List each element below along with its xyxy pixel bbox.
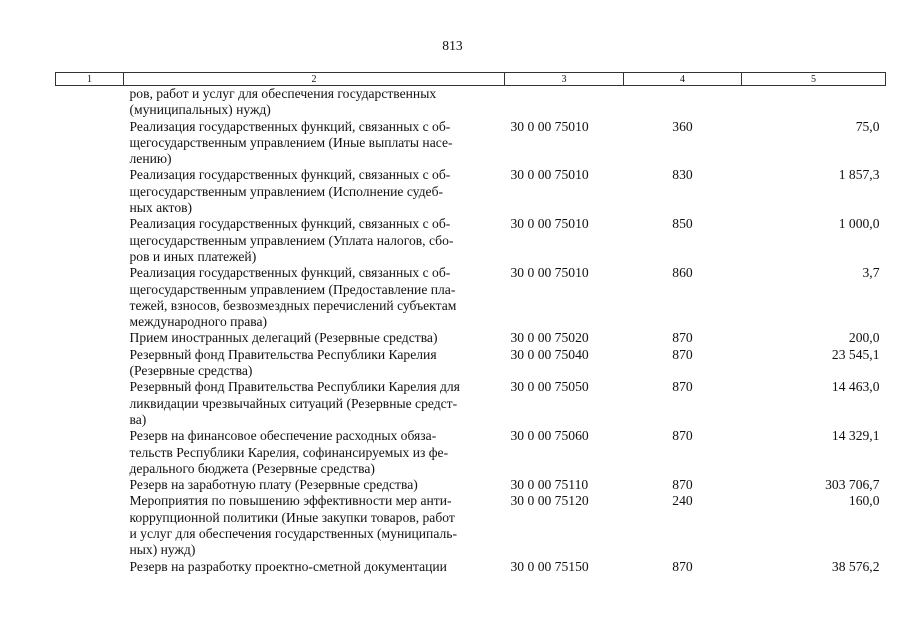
column-header-1: 1 — [56, 73, 124, 86]
expense-type-cell: 360 — [672, 118, 693, 134]
description-cell — [124, 216, 505, 265]
table-row — [56, 379, 886, 428]
expense-type-cell: 870 — [672, 330, 693, 346]
expense-type-cell: 860 — [672, 265, 693, 281]
description-line: Резерв на финансовое обеспечение расходных обяза- — [129, 428, 437, 444]
description-cell — [124, 379, 505, 428]
row-number-cell — [56, 330, 124, 346]
table-row — [56, 347, 886, 380]
description-cell — [124, 493, 505, 558]
target-code-cell: 30 0 00 75050 — [510, 379, 589, 395]
amount-cell: 1 857,3 — [838, 167, 880, 183]
description-line: ных актов) — [129, 200, 193, 216]
description-line: Реализация государственных функций, связанных с об- — [129, 216, 451, 232]
row-number-cell — [56, 86, 124, 119]
description-line: ных) нужд) — [129, 542, 196, 558]
amount-cell: 14 463,0 — [831, 379, 880, 395]
target-code-cell: 30 0 00 75150 — [510, 558, 589, 574]
expense-type-cell: 870 — [672, 428, 693, 444]
description-line: щегосударственным управлением (Исполнение судеб- — [129, 183, 444, 199]
row-number-cell — [56, 347, 124, 380]
row-number-cell — [56, 428, 124, 477]
description-line: коррупционной политики (Иные закупки товаров, работ — [129, 509, 455, 525]
row-number-cell — [56, 119, 124, 168]
description-line: Резерв на заработную плату (Резервные средства) — [129, 477, 418, 493]
target-code-cell: 30 0 00 75020 — [510, 330, 589, 346]
expense-type-cell: 830 — [672, 167, 693, 183]
header-row — [56, 73, 886, 86]
description-cell — [124, 86, 505, 119]
target-code-cell: 30 0 00 75010 — [510, 167, 589, 183]
expense-type-cell: 870 — [672, 477, 693, 493]
amount-cell: 160,0 — [848, 493, 880, 509]
description-line: лению) — [129, 151, 172, 167]
table-row — [56, 167, 886, 216]
table-row — [56, 493, 886, 558]
target-code-cell: 30 0 00 75110 — [510, 477, 589, 493]
table-row — [56, 216, 886, 265]
expense-type-cell: 870 — [672, 379, 693, 395]
description-cell — [124, 119, 505, 168]
expense-type-cell: 240 — [672, 493, 693, 509]
target-code-cell — [505, 86, 624, 119]
description-line: (муниципальных) нужд) — [129, 102, 271, 118]
amount-cell: 14 329,1 — [831, 428, 880, 444]
description-line: и услуг для обеспечения государственных (муниципаль- — [129, 526, 457, 542]
amount-cell: 23 545,1 — [831, 346, 880, 362]
table-row — [56, 428, 886, 477]
table-row — [56, 330, 886, 346]
description-line: тельств Республики Карелия, софинансируемых из фе- — [129, 444, 449, 460]
target-code-cell: 30 0 00 75040 — [510, 346, 589, 362]
column-header-3: 3 — [505, 73, 624, 86]
description-line: ва) — [129, 411, 147, 427]
budget-table — [55, 72, 886, 575]
description-line: щегосударственным управлением (Предоставление пла- — [129, 281, 456, 297]
description-line: Реализация государственных функций, связанных с об- — [129, 167, 451, 183]
description-line: ров, работ и услуг для обеспечения государственных — [129, 86, 437, 101]
row-number-cell — [56, 559, 124, 575]
description-line: щегосударственным управлением (Уплата налогов, сбо- — [129, 232, 454, 248]
table-row — [56, 559, 886, 575]
description-cell — [124, 330, 505, 346]
expense-type-cell: 870 — [672, 346, 693, 362]
description-line: международного права) — [129, 314, 268, 330]
table-row — [56, 119, 886, 168]
target-code-cell: 30 0 00 75010 — [510, 265, 589, 281]
column-header-2: 2 — [124, 73, 505, 86]
target-code-cell: 30 0 00 75010 — [510, 118, 589, 134]
description-line: ликвидации чрезвычайных ситуаций (Резервные средст- — [129, 395, 458, 411]
expense-type-cell: 870 — [672, 558, 693, 574]
amount-cell: 3,7 — [862, 265, 880, 281]
description-cell — [124, 265, 505, 330]
target-code-cell: 30 0 00 75060 — [510, 428, 589, 444]
description-cell — [124, 559, 505, 575]
amount-cell: 38 576,2 — [831, 558, 880, 574]
row-number-cell — [56, 493, 124, 558]
expense-type-cell — [624, 86, 742, 119]
target-code-cell: 30 0 00 75010 — [510, 216, 589, 232]
description-line: дерального бюджета (Резервные средства) — [129, 460, 375, 476]
amount-cell: 200,0 — [848, 330, 880, 346]
table-body — [56, 86, 886, 575]
amount-cell: 75,0 — [855, 118, 880, 134]
table-row — [56, 265, 886, 330]
description-line: тежей, взносов, безвозмездных перечислений субъектам — [129, 297, 457, 313]
expense-type-cell: 850 — [672, 216, 693, 232]
description-cell — [124, 428, 505, 477]
amount-cell — [742, 86, 886, 119]
row-number-cell — [56, 167, 124, 216]
description-cell — [124, 167, 505, 216]
description-line: ров и иных платежей) — [129, 248, 257, 264]
column-header-5: 5 — [742, 73, 886, 86]
description-line: щегосударственным управлением (Иные выплаты насе- — [129, 134, 453, 150]
description-line: Резервный фонд Правительства Республики Карелия — [129, 346, 437, 362]
table-header — [56, 73, 886, 86]
row-number-cell — [56, 265, 124, 330]
table-row — [56, 477, 886, 493]
description-line: Реализация государственных функций, связанных с об- — [129, 118, 451, 134]
description-cell — [124, 477, 505, 493]
column-header-4: 4 — [624, 73, 742, 86]
description-line: (Резервные средства) — [129, 363, 253, 379]
target-code-cell: 30 0 00 75120 — [510, 493, 589, 509]
description-line: Резерв на разработку проектно-сметной документации — [129, 558, 447, 574]
row-number-cell — [56, 216, 124, 265]
description-line: Реализация государственных функций, связанных с об- — [129, 265, 451, 281]
table-row — [56, 86, 886, 119]
description-line: Прием иностранных делегаций (Резервные средства) — [129, 330, 438, 346]
row-number-cell — [56, 477, 124, 493]
row-number-cell — [56, 379, 124, 428]
description-line: Резервный фонд Правительства Республики Карелия для — [129, 379, 460, 395]
amount-cell: 303 706,7 — [825, 477, 880, 493]
description-cell — [124, 347, 505, 380]
page-number: 813 — [442, 38, 463, 53]
description-line: Мероприятия по повышению эффективности мер анти- — [129, 493, 452, 509]
amount-cell: 1 000,0 — [838, 216, 880, 232]
